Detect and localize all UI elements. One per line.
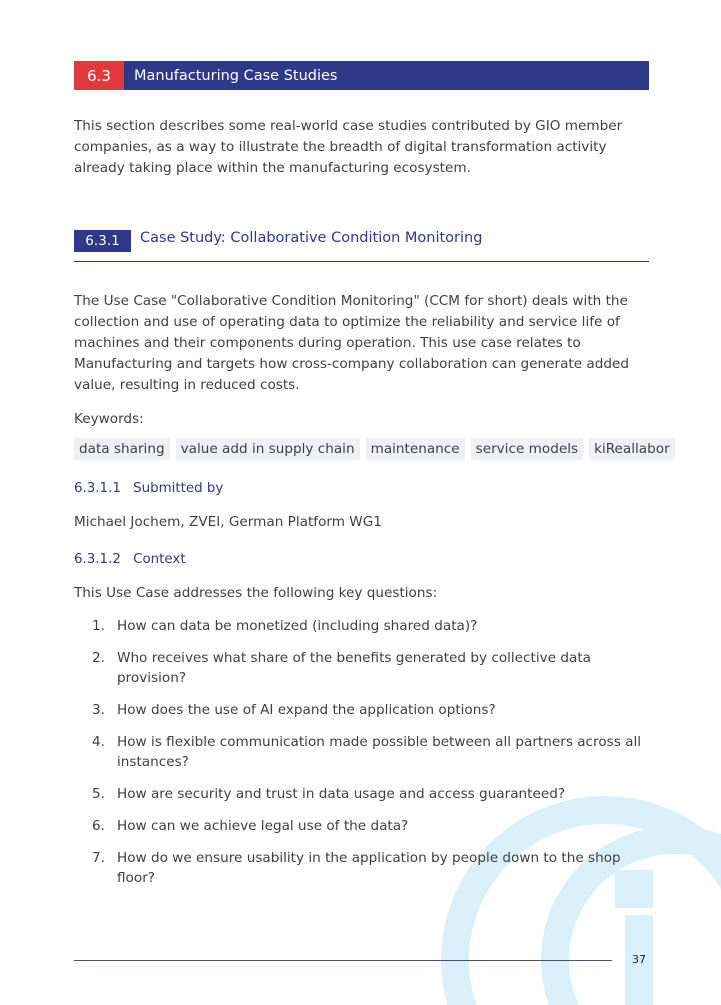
keyword-tag: maintenance <box>366 438 465 460</box>
keyword-tag: service models <box>471 438 583 460</box>
context-title: Context <box>133 552 186 567</box>
footer-rule <box>74 960 612 961</box>
keyword-tag: value add in supply chain <box>176 438 360 460</box>
list-item: 6. How can we achieve legal use of the data? <box>92 818 409 834</box>
context-number: 6.3.1.2 <box>74 552 121 567</box>
subsection-number: 6.3.1 <box>74 230 131 252</box>
list-item: 7. How do we ensure usability in the application by people down to the shop floor? <box>92 850 621 886</box>
list-item: 3. How does the use of AI expand the application options? <box>92 702 496 718</box>
section-number: 6.3 <box>74 61 124 90</box>
page-number: 37 <box>632 953 646 966</box>
submitted-title: Submitted by <box>133 481 224 496</box>
keywords-list <box>74 438 675 460</box>
section-title: Manufacturing Case Studies <box>134 67 338 84</box>
context-heading <box>74 552 186 567</box>
list-item: 2. Who receives what share of the benefits generated by collective data provision? <box>92 650 591 686</box>
keyword-tag: data sharing <box>74 438 170 460</box>
keywords-label: Keywords: <box>74 411 144 427</box>
context-intro: This Use Case addresses the following key questions: <box>74 585 438 601</box>
list-item: 5. How are security and trust in data usage and access guaranteed? <box>92 786 566 802</box>
list-item: 1. How can data be monetized (including shared data)? <box>92 618 478 634</box>
subsection-header <box>74 228 649 262</box>
list-item: 4. How is flexible communication made possible between all partners across all instances? <box>92 734 642 770</box>
questions-list <box>92 616 652 900</box>
submitted-text: Michael Jochem, ZVEI, German Platform WG1 <box>74 514 382 530</box>
use-case-paragraph: The Use Case "Collaborative Condition Monitoring" (CCM for short) deals with the collection and use of operating data to optimize the reliability and service life of machines and their components during operation. This use case relates to Manufacturing and targets how cross-company collaboration can generate added value, resulting in reduced costs. <box>74 293 630 393</box>
keyword-tag: kiReallabor <box>589 438 675 460</box>
intro-paragraph: This section describes some real-world case studies contributed by GIO member companies, as a way to illustrate the breadth of digital transformation activity already taking place within the manufacturing ecosystem. <box>74 118 623 176</box>
subsection-title: Case Study: Collaborative Condition Monitoring <box>140 230 483 246</box>
section-header <box>74 61 649 90</box>
submitted-heading <box>74 481 223 496</box>
submitted-number: 6.3.1.1 <box>74 481 121 496</box>
